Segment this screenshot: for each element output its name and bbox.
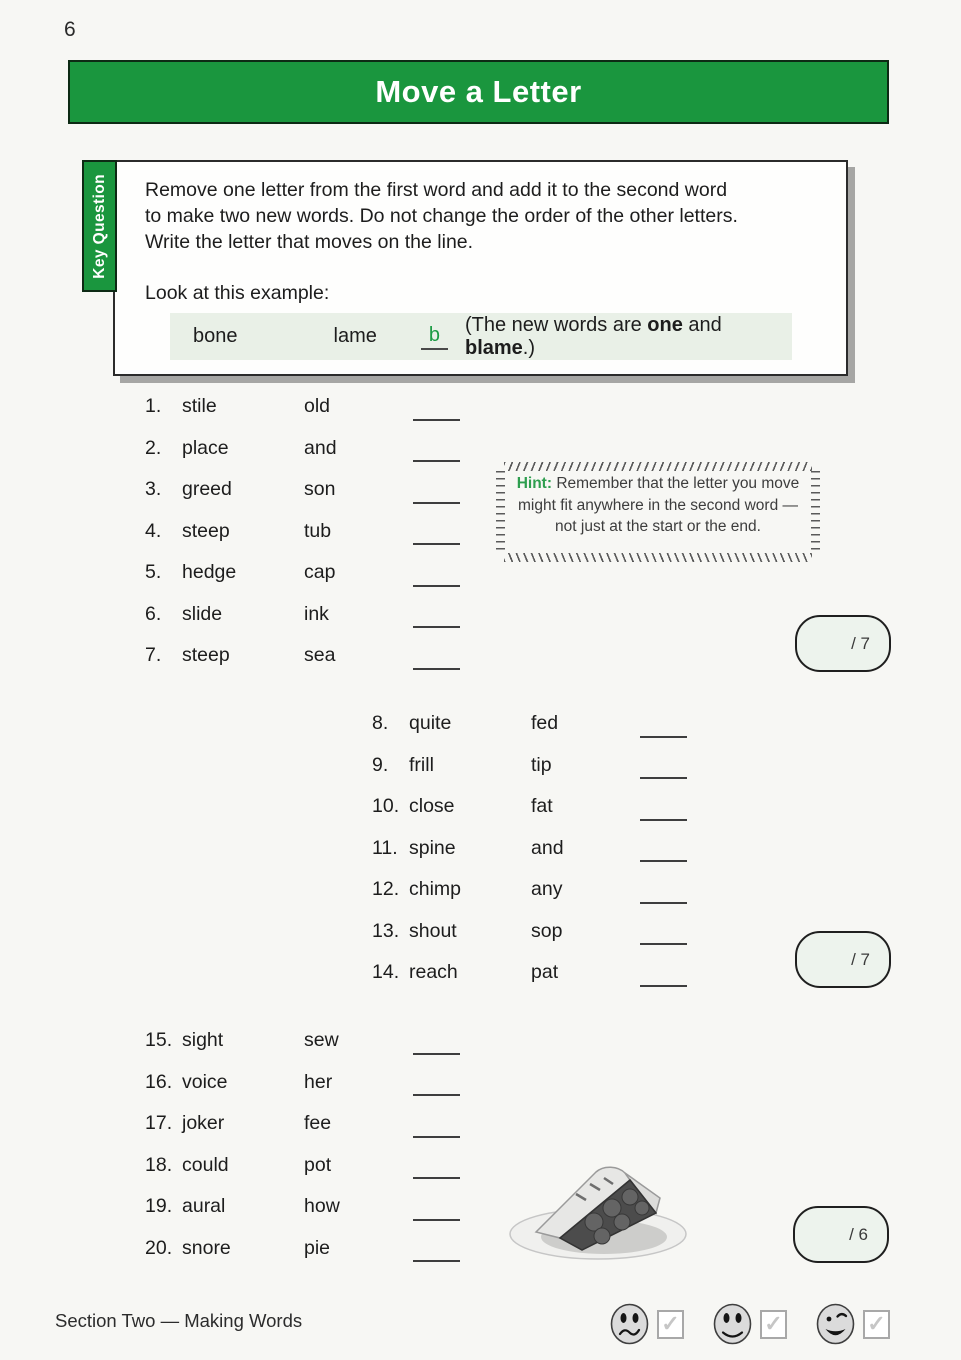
answer-blank[interactable] [413, 1124, 460, 1138]
question-word1: sight [182, 1029, 224, 1052]
question-number: 19. [145, 1195, 173, 1218]
question-row [372, 703, 687, 745]
question-word2: son [304, 478, 336, 501]
question-word2: and [304, 436, 337, 459]
happy-checkbox[interactable] [863, 1310, 890, 1339]
question-word2: sea [304, 644, 336, 667]
question-word2: fed [531, 712, 559, 735]
example-explanation [465, 314, 792, 360]
question-word1: could [182, 1153, 229, 1176]
assessment-group-sad [610, 1303, 684, 1345]
example-expl-prefix: (The new words are [464, 313, 648, 336]
check-icon: ✓ [764, 1311, 783, 1336]
answer-blank[interactable] [640, 724, 687, 738]
answer-blank[interactable] [413, 490, 460, 504]
answer-blank[interactable] [413, 573, 460, 587]
question-word1: hedge [182, 561, 237, 584]
neutral-face-icon [713, 1303, 752, 1345]
question-word2: pie [304, 1236, 331, 1259]
sad-face-icon [610, 1303, 649, 1345]
example-word1: bone [193, 325, 238, 347]
question-word1: quite [409, 712, 452, 735]
question-number: 12. [372, 878, 400, 901]
question-word2: her [304, 1070, 333, 1093]
question-word2: tub [304, 519, 332, 542]
question-word2: and [531, 836, 564, 859]
question-row [145, 469, 460, 511]
question-row [145, 511, 460, 553]
answer-blank[interactable] [640, 848, 687, 862]
question-row [145, 1020, 460, 1062]
hint-border-left [496, 471, 505, 553]
example-new-word2: blame [464, 336, 523, 359]
question-row [372, 911, 687, 953]
example-strip [170, 313, 792, 360]
hint-border-right [811, 471, 820, 553]
example-answer: b [421, 324, 448, 350]
question-row [372, 869, 687, 911]
question-word1: close [409, 795, 455, 818]
question-word1: chimp [409, 878, 462, 901]
question-word2: old [304, 395, 331, 418]
instruction-line: Remove one letter from the first word and add it to the second word [145, 179, 728, 201]
answer-blank[interactable] [413, 407, 460, 421]
question-number: 10. [372, 795, 400, 818]
check-icon: ✓ [867, 1311, 886, 1336]
question-row [372, 828, 687, 870]
question-word1: stile [182, 395, 217, 418]
question-word1: frill [409, 753, 434, 776]
question-number: 8. [372, 712, 389, 735]
answer-blank[interactable] [413, 656, 460, 670]
example-new-word1: one [647, 313, 683, 336]
question-word1: snore [182, 1236, 231, 1259]
answer-blank[interactable] [413, 448, 460, 462]
question-word2: sew [304, 1029, 339, 1052]
question-row [145, 1103, 460, 1145]
check-icon: ✓ [661, 1311, 680, 1336]
question-word1: aural [182, 1195, 226, 1218]
question-row [145, 1145, 460, 1187]
question-word2: ink [304, 602, 329, 625]
answer-blank[interactable] [413, 531, 460, 545]
question-word2: pot [304, 1153, 332, 1176]
hint-text [508, 473, 808, 551]
answer-blank[interactable] [413, 1041, 460, 1055]
answer-blank[interactable] [413, 614, 460, 628]
answer-blank[interactable] [413, 1165, 460, 1179]
question-row [145, 1062, 460, 1104]
question-group-1 [145, 386, 460, 677]
score-box-3 [793, 1206, 889, 1263]
example-word2: lame [333, 325, 377, 347]
question-word2: fee [304, 1112, 332, 1135]
instruction-line: Write the letter that moves on the line. [145, 231, 474, 253]
question-number: 16. [145, 1070, 173, 1093]
footer-section-title: Section Two — Making Words [55, 1310, 303, 1331]
example-expl-mid: and [682, 313, 722, 336]
question-row [145, 1228, 460, 1270]
question-number: 13. [372, 919, 400, 942]
hint-border-bottom [504, 553, 812, 562]
question-number: 5. [145, 561, 162, 584]
answer-blank[interactable] [413, 1207, 460, 1221]
score-label: / 7 [851, 633, 870, 653]
answer-blank[interactable] [640, 890, 687, 904]
page-title: Move a Letter [375, 74, 582, 109]
hint-label: Hint: [516, 475, 553, 492]
question-row [145, 386, 460, 428]
answer-blank[interactable] [640, 765, 687, 779]
question-number: 11. [372, 836, 398, 859]
question-number: 18. [145, 1153, 173, 1176]
question-group-2 [372, 703, 687, 994]
question-number: 17. [145, 1112, 173, 1135]
assessment-group-neutral [713, 1303, 787, 1345]
question-row [145, 428, 460, 470]
hint-body: Remember that the letter you move might fit anywhere in the second word — not just at the start or the end. [518, 475, 800, 535]
question-word2: pat [531, 961, 559, 984]
question-number: 2. [145, 436, 162, 459]
question-number: 15. [145, 1029, 173, 1052]
instruction-line: to make two new words. Do not change the order of the other letters. [145, 205, 738, 227]
self-assessment-row [610, 1303, 890, 1345]
example-expl-suffix: .) [522, 336, 536, 359]
question-row [145, 1186, 460, 1228]
question-number: 4. [145, 519, 162, 542]
score-label: / 6 [849, 1224, 868, 1244]
answer-blank[interactable] [640, 931, 687, 945]
question-row [145, 635, 460, 677]
question-group-3 [145, 1020, 460, 1269]
key-question-box [90, 160, 848, 376]
key-question-tab [82, 160, 117, 292]
score-box-1 [795, 615, 891, 672]
question-number: 1. [145, 395, 162, 418]
question-number: 6. [145, 602, 162, 625]
question-number: 20. [145, 1236, 173, 1259]
assessment-group-happy [816, 1303, 890, 1345]
question-word1: steep [182, 644, 230, 667]
score-box-2 [795, 931, 891, 988]
question-number: 3. [145, 478, 162, 501]
question-word2: tip [531, 753, 552, 776]
question-word2: any [531, 878, 563, 901]
pie-illustration [506, 1150, 691, 1262]
question-word2: fat [531, 795, 553, 818]
question-word2: how [304, 1195, 340, 1218]
question-word1: place [182, 436, 229, 459]
question-number: 7. [145, 644, 162, 667]
question-number: 14. [372, 961, 400, 984]
example-intro: Look at this example: [145, 282, 330, 304]
question-word2: sop [531, 919, 563, 942]
key-question-tab-label: Key Question [90, 173, 108, 279]
answer-blank[interactable] [640, 807, 687, 821]
neutral-checkbox[interactable] [760, 1310, 787, 1339]
title-banner [68, 60, 889, 124]
score-label: / 7 [851, 949, 870, 969]
question-number: 9. [372, 753, 389, 776]
question-word1: joker [182, 1112, 225, 1135]
question-word1: greed [182, 478, 232, 501]
question-word1: shout [409, 919, 457, 942]
happy-wink-face-icon [816, 1303, 855, 1345]
question-word1: slide [182, 602, 223, 625]
question-word1: steep [182, 519, 230, 542]
question-word1: spine [409, 836, 456, 859]
answer-blank[interactable] [413, 1248, 460, 1262]
question-word2: cap [304, 561, 336, 584]
answer-blank[interactable] [640, 973, 687, 987]
question-row [372, 952, 687, 994]
sad-checkbox[interactable] [657, 1310, 684, 1339]
question-row [145, 552, 460, 594]
question-word1: voice [182, 1070, 228, 1093]
instructions [115, 162, 846, 306]
question-word1: reach [409, 961, 458, 984]
question-row [145, 594, 460, 636]
hint-box [494, 462, 822, 562]
question-row [372, 786, 687, 828]
question-row [372, 745, 687, 787]
answer-blank[interactable] [413, 1082, 460, 1096]
page-number: 6 [64, 18, 76, 41]
hint-border-top [504, 462, 812, 471]
